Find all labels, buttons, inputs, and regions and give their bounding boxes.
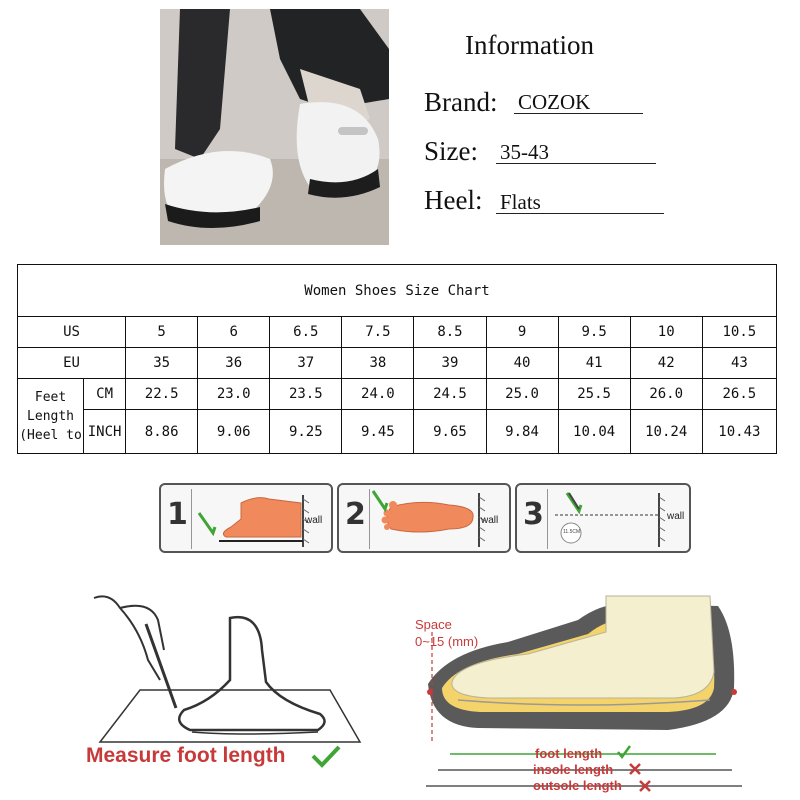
measure-step-3 bbox=[515, 483, 691, 553]
us-cell: 9 bbox=[486, 317, 558, 348]
cross-icon bbox=[638, 779, 652, 793]
eu-cell: 36 bbox=[198, 348, 270, 379]
info-label-heel: Heel: bbox=[424, 185, 483, 215]
wall-label: wall bbox=[305, 515, 323, 526]
info-label-brand: Brand: bbox=[424, 87, 498, 117]
eu-cell: 40 bbox=[486, 348, 558, 379]
us-cell: 6.5 bbox=[270, 317, 342, 348]
measure-foot-length-label: Measure foot length bbox=[86, 744, 286, 767]
us-cell: 7.5 bbox=[342, 317, 414, 348]
us-cell: 10 bbox=[630, 317, 702, 348]
cm-cell: 26.5 bbox=[702, 379, 776, 410]
foot-length-label: foot length bbox=[535, 746, 603, 761]
outsole-length-label: outsole length bbox=[533, 778, 622, 793]
us-label: US bbox=[18, 317, 126, 348]
product-photo bbox=[160, 9, 389, 245]
eu-cell: 42 bbox=[630, 348, 702, 379]
cm-cell: 24.5 bbox=[414, 379, 486, 410]
check-icon bbox=[616, 744, 632, 760]
cm-cell: 25.5 bbox=[558, 379, 630, 410]
measure-step-2 bbox=[337, 483, 511, 553]
eu-cell: 38 bbox=[342, 348, 414, 379]
wall-label: wall bbox=[667, 511, 685, 522]
us-cell: 5 bbox=[126, 317, 198, 348]
info-label-size: Size: bbox=[424, 136, 478, 166]
step-number: 1 bbox=[167, 497, 188, 532]
cm-cell: 23.0 bbox=[198, 379, 270, 410]
sneaker-photo-illustration bbox=[160, 9, 389, 245]
cm-cell: 25.0 bbox=[486, 379, 558, 410]
check-icon bbox=[310, 744, 342, 768]
eu-label: EU bbox=[18, 348, 126, 379]
us-cell: 9.5 bbox=[558, 317, 630, 348]
insole-length-label: insole length bbox=[533, 762, 614, 777]
feet-length-label: Feet Length (Heel to bbox=[18, 379, 84, 454]
space-title: Space bbox=[415, 617, 452, 632]
size-chart-table bbox=[17, 264, 777, 454]
step-number: 3 bbox=[523, 497, 544, 532]
eu-cell: 35 bbox=[126, 348, 198, 379]
space-range: 0~15 (mm) bbox=[415, 634, 479, 649]
cm-cell: 23.5 bbox=[270, 379, 342, 410]
us-cell: 10.5 bbox=[702, 317, 776, 348]
inch-cell: 10.43 bbox=[702, 410, 776, 454]
cm-label: CM bbox=[84, 379, 126, 410]
inch-cell: 10.24 bbox=[630, 410, 702, 454]
table-row-us bbox=[18, 317, 777, 348]
eu-cell: 37 bbox=[270, 348, 342, 379]
space-label bbox=[415, 616, 478, 650]
size-chart-title: Women Shoes Size Chart bbox=[18, 265, 777, 317]
eu-cell: 43 bbox=[702, 348, 776, 379]
table-row-eu bbox=[18, 348, 777, 379]
eu-cell: 39 bbox=[414, 348, 486, 379]
wall-label: wall bbox=[481, 515, 499, 526]
cm-cell: 22.5 bbox=[126, 379, 198, 410]
info-value-brand: COZOK bbox=[514, 91, 643, 114]
cm-cell: 24.0 bbox=[342, 379, 414, 410]
inch-cell: 9.25 bbox=[270, 410, 342, 454]
us-cell: 8.5 bbox=[414, 317, 486, 348]
cm-cell: 26.0 bbox=[630, 379, 702, 410]
inch-cell: 9.45 bbox=[342, 410, 414, 454]
cross-icon bbox=[628, 762, 642, 776]
inch-cell: 8.86 bbox=[126, 410, 198, 454]
table-row-inch bbox=[18, 410, 777, 454]
shoe-cross-section-illustration bbox=[418, 592, 748, 742]
hand-measuring-illustration bbox=[80, 590, 370, 750]
info-value-heel: Flats bbox=[496, 191, 664, 214]
inch-cell: 9.65 bbox=[414, 410, 486, 454]
ruler-badge: 11.5CM bbox=[563, 529, 581, 535]
step-number: 2 bbox=[345, 497, 366, 532]
info-title: Information bbox=[465, 30, 594, 60]
inch-label: INCH bbox=[84, 410, 126, 454]
inch-cell: 9.84 bbox=[486, 410, 558, 454]
inch-cell: 9.06 bbox=[198, 410, 270, 454]
info-value-size: 35-43 bbox=[496, 141, 656, 164]
measure-step-1 bbox=[159, 483, 333, 553]
eu-cell: 41 bbox=[558, 348, 630, 379]
table-row-cm bbox=[18, 379, 777, 410]
inch-cell: 10.04 bbox=[558, 410, 630, 454]
us-cell: 6 bbox=[198, 317, 270, 348]
